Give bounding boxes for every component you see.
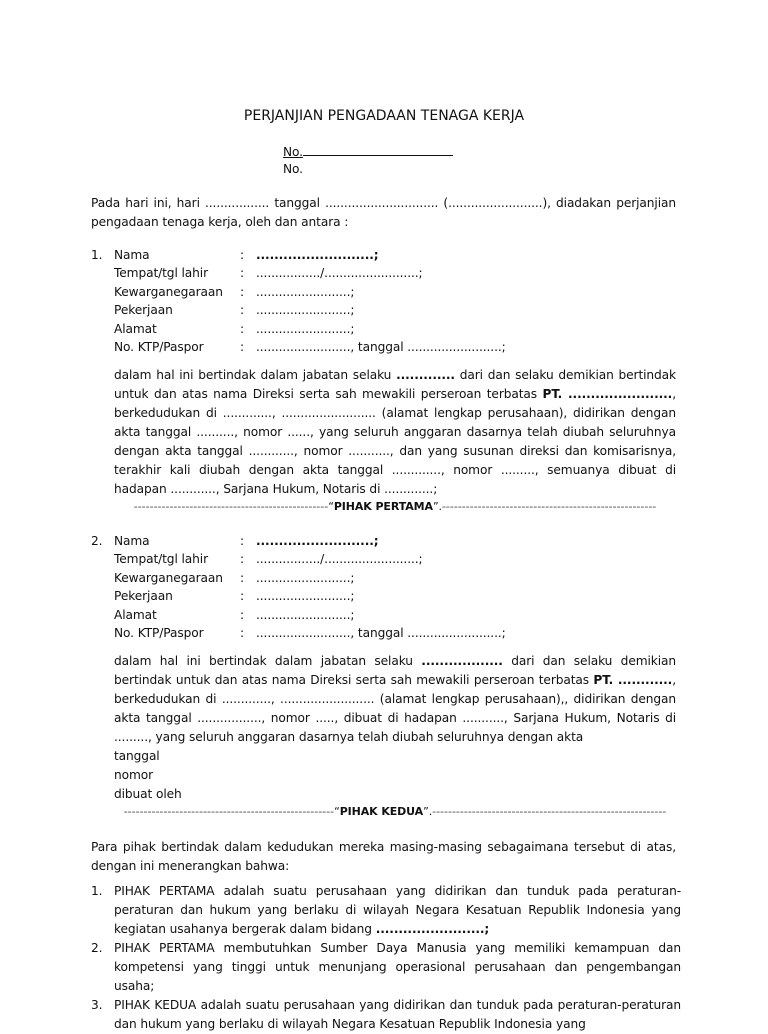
number-label: No. [283,145,303,159]
body-bold: PT. ....................... [542,387,673,401]
party-field-row [91,624,681,642]
point-item [91,939,681,996]
body-text: , berkedudukan di ............., ......................... (alamat lengkap perusahaan),, didirikan dengan akta tanggal ................., nomor ....., dibuat di hadapan ..........., Sarjana Hukum, Notaris di ........., yang seluruh anggaran dasarnya telah diubah seluruhnya dengan akta [114,673,676,744]
body-bold: .................. [421,654,503,668]
party-field-row [91,338,681,356]
field-value: .........................; [256,284,355,299]
extra-line: tanggal [114,749,160,763]
body-text: dari dan selaku demikian bertindak untuk dan atas nama Direksi serta sah mewakili perseroan terbatas [114,368,676,401]
number-field-underlined [283,144,453,159]
party-1-fields [91,246,681,356]
field-colon: : [240,534,245,548]
party-field-row [91,532,681,550]
numbered-points [91,882,681,1034]
point-text: PIHAK KEDUA adalah suatu perusahaan yang didirikan dan tunduk pada peraturan-peraturan dan hukum yang berlaku di wilayah Negara Kesatuan Republik Indonesia yang [114,998,681,1031]
point-text: PIHAK PERTAMA membutuhkan Sumber Daya Manusia yang memiliki kemampuan dan kompetensi yang tinggi untuk menunjang operasional perusahaan dan pengembangan usaha; [114,941,681,993]
body-text: dari dan selaku demikian bertindak untuk dan atas nama Direksi serta sah mewakili perseroan terbatas [114,654,677,687]
field-value: .........................; [256,589,355,604]
party-field-row [91,320,681,338]
body-text: dalam hal ini bertindak dalam jabatan selaku [114,654,422,668]
point-item [91,882,681,939]
separator-label: PIHAK PERTAMA [333,500,433,513]
party-2-fields [91,532,681,642]
field-colon: : [240,266,245,281]
point-text: PIHAK PERTAMA adalah suatu perusahaan yang didirikan dan tunduk pada peraturan-peraturan dan hukum yang berlaku di wilayah Negara Kesatuan Republik Indonesia yang kegiatan usahanya bergerak dalam bidang [114,884,681,936]
point-item [91,996,681,1034]
field-value: .........................; [256,570,355,585]
party-field-row [91,587,681,605]
field-colon: : [240,303,245,318]
party-2-separator: -----------------------------------------------------“PIHAK KEDUA”.----------------------------------------------------------- [123,805,667,818]
field-label: No. KTP/Paspor [114,625,204,640]
field-value: .........................; [256,303,355,318]
party-field-row [91,606,681,624]
body-text: , berkedudukan di ............., ......................... (alamat lengkap perusahaan), didirikan dengan akta tanggal .........., nomor ......, yang seluruh anggaran dasarnya telah diubah seluruhnya dengan akta tanggal ............, nomor ..........., dan yang susunan direksi dan komisarisnya, terakhir kali diubah dengan akta tanggal ............., nomor ........., semuanya dibuat di hadapan ............, Sarjana Hukum, Notaris di .............; [114,387,676,496]
body-text: dalam hal ini bertindak dalam jabatan selaku [114,368,397,382]
field-label: Tempat/tgl lahir [114,552,208,567]
party-2-extra-lines [114,747,676,804]
field-value: ........................., tanggal .........................; [256,339,506,354]
party-field-row [91,246,681,264]
point-number: 2. [91,941,103,955]
field-colon: : [240,625,245,640]
field-colon: : [240,339,245,354]
field-value: ........................., tanggal .........................; [256,625,506,640]
body-bold: ............. [396,368,455,382]
party-number: 2. [91,534,103,548]
point-number: 3. [91,998,103,1012]
field-label: Kewarganegaraan [114,284,223,299]
field-label: No. KTP/Paspor [114,339,204,354]
field-label: Pekerjaan [114,589,173,604]
field-value: ..........................; [256,534,379,548]
point-tail: ........................; [375,922,490,936]
field-colon: : [240,607,245,622]
field-label: Nama [114,248,150,262]
field-colon: : [240,248,245,262]
party-field-row [91,550,681,568]
field-value: ..........................; [256,248,379,262]
body-bold: PT. ............ [593,673,673,687]
party-number: 1. [91,248,103,262]
field-colon: : [240,284,245,299]
statement-paragraph: Para pihak bertindak dalam kedudukan mereka masing-masing sebagaimana tersebut di atas, dengan ini menerangkan bahwa: [91,840,676,873]
field-label: Alamat [114,321,157,336]
separator-label: PIHAK KEDUA [339,805,424,818]
field-label: Pekerjaan [114,303,173,318]
party-field-row [91,569,681,587]
number-label-2: No. [283,162,303,176]
field-colon: : [240,321,245,336]
party-field-row [91,283,681,301]
extra-line: dibuat oleh [114,787,182,801]
document-title: PERJANJIAN PENGADAAN TENAGA KERJA [243,108,525,124]
field-value: .........................; [256,321,355,336]
party-field-row [91,301,681,319]
intro-paragraph: Pada hari ini, hari ................. tanggal .............................. (.........................), diadakan perjanjian pengadaan tenaga kerja, oleh dan antara : [91,196,676,229]
field-label: Tempat/tgl lahir [114,266,208,281]
field-value: .........................; [256,607,355,622]
field-colon: : [240,589,245,604]
party-2-body [114,652,676,747]
number-blank-line [303,144,453,156]
extra-line: nomor [114,768,154,782]
party-field-row [91,264,681,282]
field-value: ................./.........................; [256,266,423,281]
field-colon: : [240,570,245,585]
field-colon: : [240,552,245,567]
point-number: 1. [91,884,103,898]
field-label: Alamat [114,607,157,622]
field-value: ................./.........................; [256,552,423,567]
field-label: Kewarganegaraan [114,570,223,585]
party-1-body [114,366,676,499]
field-label: Nama [114,534,150,548]
party-1-separator: -------------------------------------------------“PIHAK PERTAMA”.------------------------------------------------------ [133,500,657,513]
